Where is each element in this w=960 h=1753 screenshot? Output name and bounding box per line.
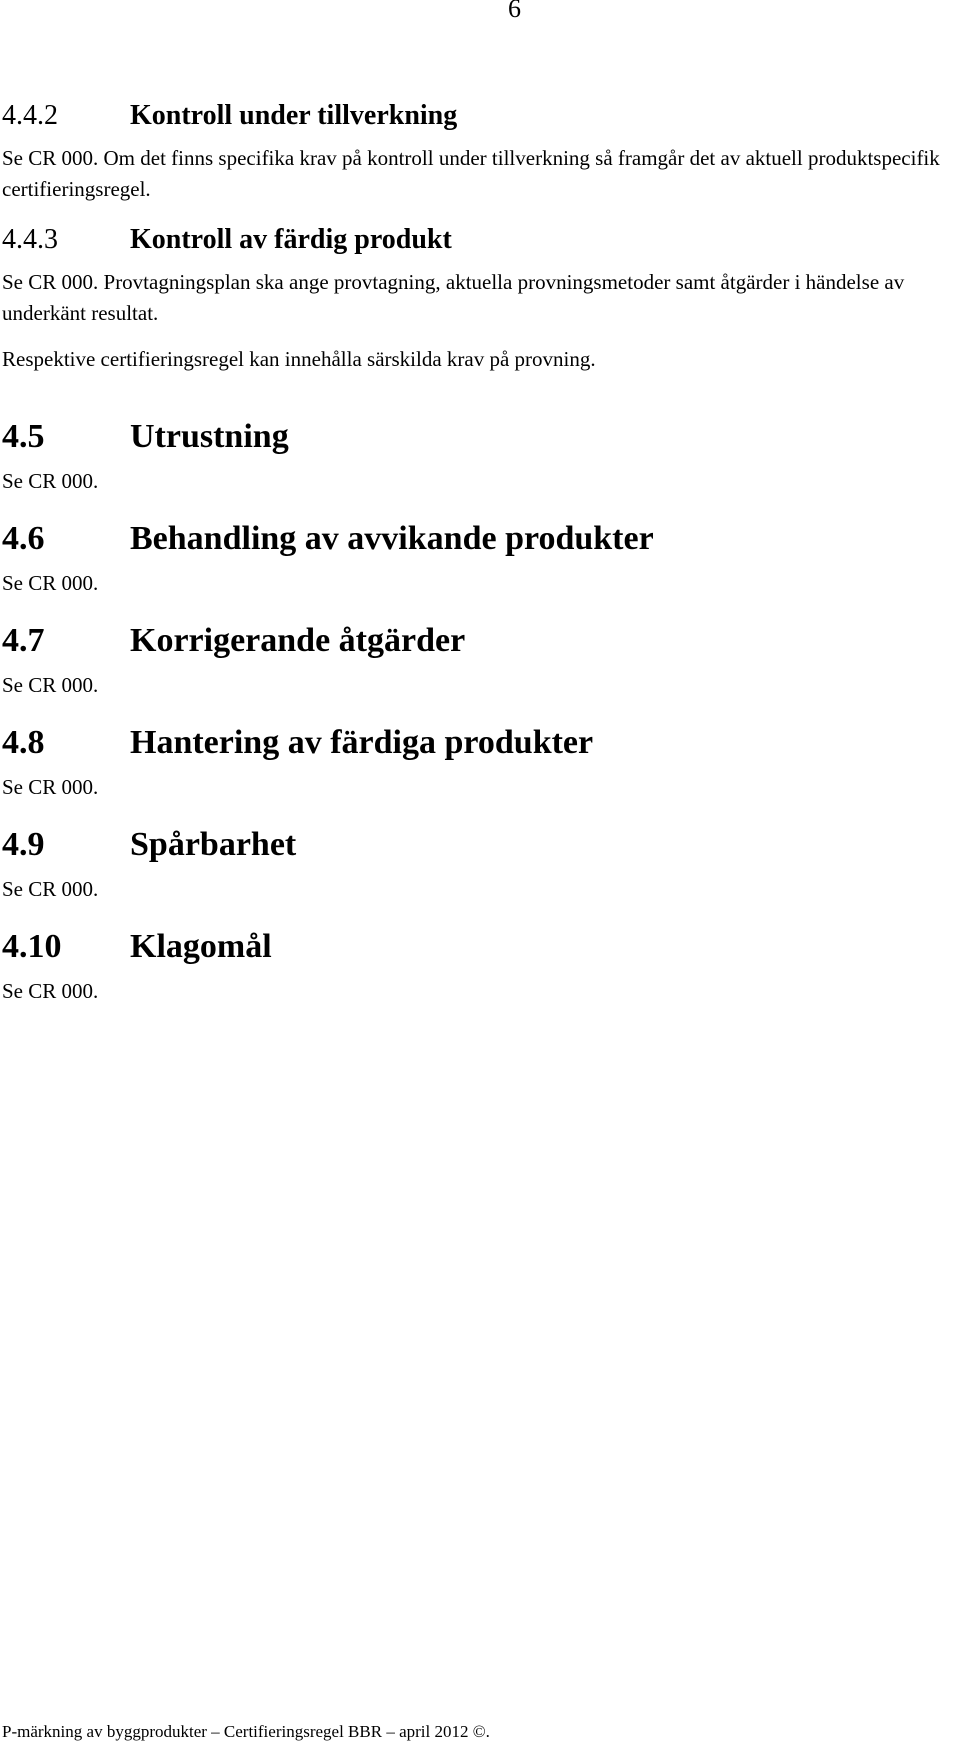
section-title: Spårbarhet [130, 826, 297, 863]
section-number: 4.8 [2, 724, 45, 761]
section-title: Klagomål [130, 928, 272, 965]
section-text-4-4-3-note: Respektive certifieringsregel kan innehålla särskilda krav på provning. [2, 347, 596, 371]
section-text-4-10: Se CR 000. [2, 979, 99, 1003]
section-title: Hantering av färdiga produkter [130, 724, 594, 761]
section-text-4-8: Se CR 000. [2, 775, 99, 799]
page-footer: P-märkning av byggprodukter – Certifieringsregel BBR – april 2012 ©. [2, 1722, 490, 1741]
section-text-4-4-2: Se CR 000. Om det finns specifika krav på kontroll under tillverkning så framgår det av aktuell produktspecifik certifieringsregel. [2, 146, 940, 201]
section-number: 4.6 [2, 520, 45, 557]
section-text-4-5: Se CR 000. [2, 469, 99, 493]
section-title: Kontroll under tillverkning [130, 100, 458, 131]
section-number: 4.7 [2, 622, 45, 659]
section-title: Korrigerande åtgärder [130, 622, 466, 659]
section-title: Behandling av avvikande produkter [130, 520, 654, 557]
section-text-4-9: Se CR 000. [2, 877, 99, 901]
section-text-4-7: Se CR 000. [2, 673, 99, 697]
section-number: 4.9 [2, 826, 45, 863]
section-title: Kontroll av färdig produkt [130, 224, 452, 255]
section-number: 4.5 [2, 418, 45, 455]
section-text-4-4-3: Se CR 000. Provtagningsplan ska ange provtagning, aktuella provningsmetoder samt åtgärder i händelse av underkänt resultat. [2, 270, 905, 325]
section-number: 4.4.3 [2, 224, 58, 255]
page-number: 6 [508, 0, 521, 23]
section-text-4-6: Se CR 000. [2, 571, 99, 595]
section-number: 4.4.2 [2, 100, 58, 131]
section-title: Utrustning [130, 418, 289, 455]
section-number: 4.10 [2, 928, 62, 965]
